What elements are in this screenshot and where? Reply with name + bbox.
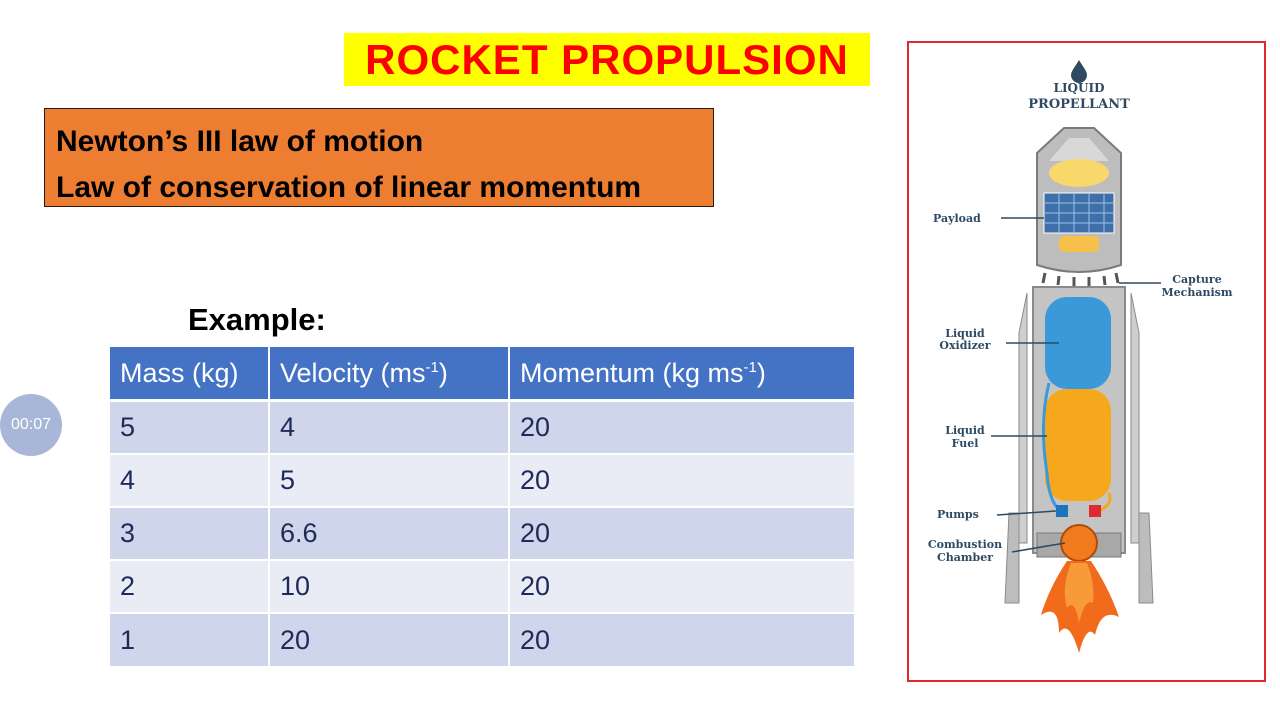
- table-row: [110, 401, 854, 455]
- table-row: [110, 560, 854, 613]
- rocket-diagram: [909, 43, 1264, 680]
- cell-momentum: 20: [509, 454, 854, 507]
- label-chamber-1: Combustion: [927, 538, 1003, 551]
- diagram-title-line1: LIQUID: [1053, 81, 1105, 95]
- header-velocity: Velocity $(ms^{-1})$: [269, 347, 509, 401]
- cell-velocity: 4: [269, 401, 509, 455]
- label-chamber-2: Chamber: [936, 551, 994, 564]
- cell-momentum: 20: [509, 560, 854, 613]
- cell-velocity: 6.6: [269, 507, 509, 560]
- label-capture-1: Capture: [1172, 273, 1222, 286]
- cell-momentum: 20: [509, 613, 854, 667]
- law-newton-third: Newton’s III law of motion: [56, 125, 424, 158]
- label-payload: Payload: [933, 212, 981, 225]
- cell-mass: 3: [110, 507, 269, 560]
- table-row: [110, 613, 854, 667]
- diagram-title-line2: PROPELLANT: [1028, 97, 1130, 112]
- cell-momentum: 20: [509, 401, 854, 455]
- law-momentum-conservation: Law of conservation of linear momentum: [56, 171, 642, 204]
- cell-velocity: 5: [269, 454, 509, 507]
- laws-box: [44, 108, 714, 207]
- cell-mass: 5: [110, 401, 269, 455]
- slide-title: ROCKET PROPULSION: [344, 33, 870, 86]
- label-pumps: Pumps: [937, 508, 979, 521]
- cell-mass: 4: [110, 454, 269, 507]
- label-oxidizer-1: Liquid: [945, 327, 985, 340]
- table-row: [110, 454, 854, 507]
- video-timer-badge[interactable]: 00:07: [0, 394, 62, 456]
- example-label: Example:: [188, 302, 326, 337]
- label-fuel-2: Fuel: [951, 437, 979, 450]
- table-row: [110, 507, 854, 560]
- rocket-diagram-frame: [907, 41, 1266, 682]
- table-header-row: [110, 347, 854, 401]
- header-mass: Mass (kg): [110, 347, 269, 401]
- momentum-table: [110, 347, 854, 668]
- cell-mass: 2: [110, 560, 269, 613]
- header-momentum: Momentum (kg $ms^{-1}$): [509, 347, 854, 401]
- cell-velocity: 10: [269, 560, 509, 613]
- label-capture-2: Mechanism: [1161, 286, 1233, 299]
- label-oxidizer-2: Oxidizer: [939, 339, 991, 352]
- cell-velocity: 20: [269, 613, 509, 667]
- droplet-icon: [1071, 60, 1087, 83]
- capture-mechanism: [1043, 273, 1118, 286]
- label-fuel-1: Liquid: [945, 424, 985, 437]
- payload-section: [1037, 128, 1121, 272]
- cell-momentum: 20: [509, 507, 854, 560]
- cell-mass: 1: [110, 613, 269, 667]
